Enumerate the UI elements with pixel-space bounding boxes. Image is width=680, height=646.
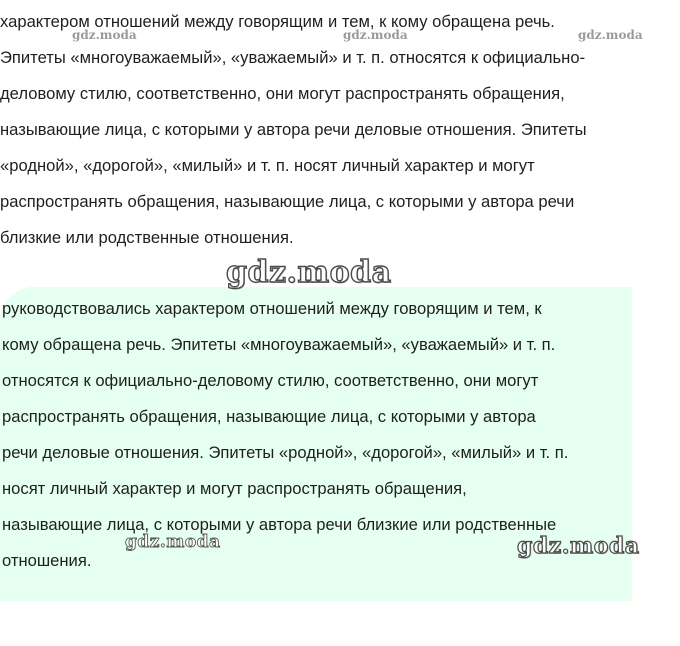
text-line: Эпитеты «многоуважаемый», «уважаемый» и т. п. относятся к официально-: [0, 48, 586, 67]
text-line: распространять обращения, называющие лица, с которыми у автора речи: [0, 192, 575, 211]
text-line: «родной», «дорогой», «милый» и т. п. носят личный характер и могут: [0, 156, 535, 175]
answer-line: руководствовались характером отношений между говорящим и тем, к: [2, 299, 542, 318]
answer-line: речи деловые отношения. Эпитеты «родной», «дорогой», «милый» и т. п.: [2, 443, 569, 462]
watermark-top-center: gdz.moda: [343, 28, 408, 42]
watermark-bottom-right: gdz.moda: [517, 533, 640, 559]
answer-line: распространять обращения, называющие лица, с которыми у автора: [2, 407, 536, 426]
watermark-top-left: gdz.moda: [72, 28, 137, 42]
watermark-top-right: gdz.moda: [578, 28, 643, 42]
answer-line: называющие лица, с которыми у автора речи близкие или родственные: [2, 515, 557, 534]
text-line: деловому стилю, соответственно, они могут распространять обращения,: [0, 84, 565, 103]
answer-line: относятся к официально-деловому стилю, соответственно, они могут: [2, 371, 539, 390]
watermark-center: gdz.moda: [226, 255, 392, 290]
watermark-bottom-left: gdz.moda: [125, 532, 221, 552]
answer-line: отношения.: [2, 551, 92, 570]
text-line: близкие или родственные отношения.: [0, 228, 294, 247]
answer-line: кому обращена речь. Эпитеты «многоуважаемый», «уважаемый» и т. п.: [2, 335, 556, 354]
text-line: характером отношений между говорящим и тем, к кому обращена речь.: [0, 12, 555, 31]
text-line: называющие лица, с которыми у автора речи деловые отношения. Эпитеты: [0, 120, 587, 139]
answer-line: носят личный характер и могут распространять обращения,: [2, 479, 467, 498]
